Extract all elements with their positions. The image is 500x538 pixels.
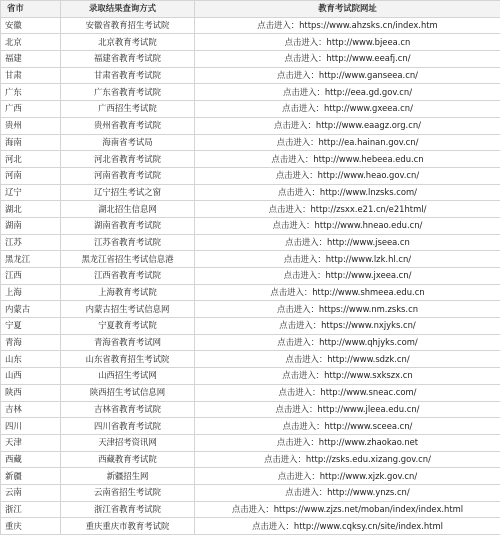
website-link[interactable]: 点击进入：http://www.jleea.edu.cn/ <box>195 401 500 418</box>
province-cell: 新疆 <box>1 468 61 485</box>
table-row <box>1 451 500 468</box>
table-row <box>1 67 500 84</box>
query-method-cell: 甘肃省教育考试院 <box>61 67 195 84</box>
province-cell: 四川 <box>1 418 61 435</box>
query-method-cell: 北京教育考试院 <box>61 34 195 51</box>
query-method-cell: 青海省教育考试网 <box>61 334 195 351</box>
province-cell: 西藏 <box>1 451 61 468</box>
header-website: 教育考试院网址 <box>195 1 500 18</box>
query-method-cell: 黑龙江省招生考试信息港 <box>61 251 195 268</box>
website-link[interactable]: 点击进入：http://www.gxeea.cn/ <box>195 101 500 118</box>
website-link[interactable]: 点击进入：https://www.ahzsks.cn/index.htm <box>195 17 500 34</box>
table-row <box>1 117 500 134</box>
website-link[interactable]: 点击进入：http://www.ynzs.cn/ <box>195 484 500 501</box>
province-cell: 江苏 <box>1 234 61 251</box>
table-row <box>1 51 500 68</box>
query-method-cell: 湖南省教育考试院 <box>61 217 195 234</box>
query-method-cell: 四川省教育考试院 <box>61 418 195 435</box>
table-row <box>1 384 500 401</box>
header-query-method: 录取结果查询方式 <box>61 1 195 18</box>
province-cell: 湖南 <box>1 217 61 234</box>
province-cell: 辽宁 <box>1 184 61 201</box>
website-link[interactable]: 点击进入：http://zsks.edu.xizang.gov.cn/ <box>195 451 500 468</box>
table-row <box>1 434 500 451</box>
website-link[interactable]: 点击进入：http://www.shmeea.edu.cn <box>195 284 500 301</box>
query-method-cell: 上海教育考试院 <box>61 284 195 301</box>
website-link[interactable]: 点击进入：http://www.eaagz.org.cn/ <box>195 117 500 134</box>
website-link[interactable]: 点击进入：http://www.heao.gov.cn/ <box>195 167 500 184</box>
province-cell: 海南 <box>1 134 61 151</box>
website-link[interactable]: 点击进入：https://www.nxjyks.cn/ <box>195 318 500 335</box>
province-cell: 广东 <box>1 84 61 101</box>
table-row <box>1 401 500 418</box>
website-link[interactable]: 点击进入：http://www.qhjyks.com/ <box>195 334 500 351</box>
website-link[interactable]: 点击进入：http://www.bjeea.cn <box>195 34 500 51</box>
table-row <box>1 318 500 335</box>
query-method-cell: 山西招生考试网 <box>61 368 195 385</box>
query-method-cell: 安徽省教育招生考试院 <box>61 17 195 34</box>
table-row <box>1 518 500 535</box>
website-link[interactable]: 点击进入：http://zsxx.e21.cn/e21html/ <box>195 201 500 218</box>
province-cell: 湖北 <box>1 201 61 218</box>
province-cell: 天津 <box>1 434 61 451</box>
table-row <box>1 251 500 268</box>
query-method-cell: 福建省教育考试院 <box>61 51 195 68</box>
website-link[interactable]: 点击进入：http://www.jxeea.cn/ <box>195 268 500 285</box>
website-link[interactable]: 点击进入：http://www.zhaokao.net <box>195 434 500 451</box>
province-cell: 北京 <box>1 34 61 51</box>
table-row <box>1 368 500 385</box>
table-row <box>1 101 500 118</box>
table-row <box>1 501 500 518</box>
province-cell: 安徽 <box>1 17 61 34</box>
province-cell: 内蒙古 <box>1 301 61 318</box>
website-link[interactable]: 点击进入：http://www.cqksy.cn/site/index.html <box>195 518 500 535</box>
query-method-cell: 河南省教育考试院 <box>61 167 195 184</box>
province-cell: 宁夏 <box>1 318 61 335</box>
table-row <box>1 284 500 301</box>
website-link[interactable]: 点击进入：http://www.ganseea.cn/ <box>195 67 500 84</box>
query-method-cell: 辽宁招生考试之窗 <box>61 184 195 201</box>
table-row <box>1 134 500 151</box>
table-header <box>1 1 500 18</box>
table-row <box>1 84 500 101</box>
header-row <box>1 1 500 18</box>
table-row <box>1 151 500 168</box>
table-row <box>1 418 500 435</box>
query-method-cell: 广西招生考试院 <box>61 101 195 118</box>
province-cell: 陕西 <box>1 384 61 401</box>
website-link[interactable]: 点击进入：http://www.lnzsks.com/ <box>195 184 500 201</box>
province-cell: 贵州 <box>1 117 61 134</box>
table-row <box>1 201 500 218</box>
query-method-cell: 浙江省教育考试院 <box>61 501 195 518</box>
province-cell: 福建 <box>1 51 61 68</box>
query-method-cell: 湖北招生信息网 <box>61 201 195 218</box>
website-link[interactable]: 点击进入：http://ea.hainan.gov.cn/ <box>195 134 500 151</box>
query-method-cell: 江西省教育考试院 <box>61 268 195 285</box>
province-cell: 河南 <box>1 167 61 184</box>
query-method-cell: 山东省教育招生考试院 <box>61 351 195 368</box>
table-row <box>1 167 500 184</box>
table-row <box>1 184 500 201</box>
province-cell: 广西 <box>1 101 61 118</box>
query-method-cell: 贵州省教育考试院 <box>61 117 195 134</box>
website-link[interactable]: 点击进入：http://www.eeafj.cn/ <box>195 51 500 68</box>
province-cell: 河北 <box>1 151 61 168</box>
website-link[interactable]: 点击进入：http://www.sneac.com/ <box>195 384 500 401</box>
website-link[interactable]: 点击进入：https://www.zjzs.net/moban/index/index.html <box>195 501 500 518</box>
table-row <box>1 334 500 351</box>
table-row <box>1 34 500 51</box>
province-cell: 吉林 <box>1 401 61 418</box>
table-body <box>1 17 500 534</box>
table-row <box>1 468 500 485</box>
query-method-cell: 云南省招生考试院 <box>61 484 195 501</box>
query-method-cell: 宁夏教育考试院 <box>61 318 195 335</box>
province-cell: 浙江 <box>1 501 61 518</box>
table-row <box>1 351 500 368</box>
website-link[interactable]: 点击进入：http://www.sxkszx.cn <box>195 368 500 385</box>
province-cell: 山西 <box>1 368 61 385</box>
table-row <box>1 301 500 318</box>
website-link[interactable]: 点击进入：http://www.sceea.cn/ <box>195 418 500 435</box>
query-method-cell: 内蒙古招生考试信息网 <box>61 301 195 318</box>
query-method-cell: 天津招考资讯网 <box>61 434 195 451</box>
province-cell: 江西 <box>1 268 61 285</box>
website-link[interactable]: 点击进入：http://www.lzk.hl.cn/ <box>195 251 500 268</box>
website-link[interactable]: 点击进入：http://eea.gd.gov.cn/ <box>195 84 500 101</box>
province-cell: 甘肃 <box>1 67 61 84</box>
query-method-cell: 海南省考试局 <box>61 134 195 151</box>
province-cell: 黑龙江 <box>1 251 61 268</box>
table-row <box>1 268 500 285</box>
query-method-cell: 陕西招生考试信息网 <box>61 384 195 401</box>
table-row <box>1 234 500 251</box>
province-cell: 山东 <box>1 351 61 368</box>
table-row <box>1 17 500 34</box>
query-method-cell: 吉林省教育考试院 <box>61 401 195 418</box>
query-method-cell: 河北省教育考试院 <box>61 151 195 168</box>
province-cell: 云南 <box>1 484 61 501</box>
province-cell: 重庆 <box>1 518 61 535</box>
query-method-cell: 西藏教育考试院 <box>61 451 195 468</box>
website-link[interactable]: 点击进入：http://www.jseea.cn <box>195 234 500 251</box>
header-province: 省市 <box>1 1 61 18</box>
website-link[interactable]: 点击进入：http://www.hneao.edu.cn/ <box>195 217 500 234</box>
query-method-cell: 广东省教育考试院 <box>61 84 195 101</box>
website-link[interactable]: 点击进入：https://www.nm.zsks.cn <box>195 301 500 318</box>
query-method-cell: 新疆招生网 <box>61 468 195 485</box>
province-cell: 青海 <box>1 334 61 351</box>
table-row <box>1 217 500 234</box>
website-link[interactable]: 点击进入：http://www.hebeea.edu.cn <box>195 151 500 168</box>
website-link[interactable]: 点击进入：http://www.sdzk.cn/ <box>195 351 500 368</box>
website-link[interactable]: 点击进入：http://www.xjzk.gov.cn/ <box>195 468 500 485</box>
query-method-cell: 江苏省教育考试院 <box>61 234 195 251</box>
query-method-cell: 重庆重庆市教育考试院 <box>61 518 195 535</box>
table-row <box>1 484 500 501</box>
province-cell: 上海 <box>1 284 61 301</box>
